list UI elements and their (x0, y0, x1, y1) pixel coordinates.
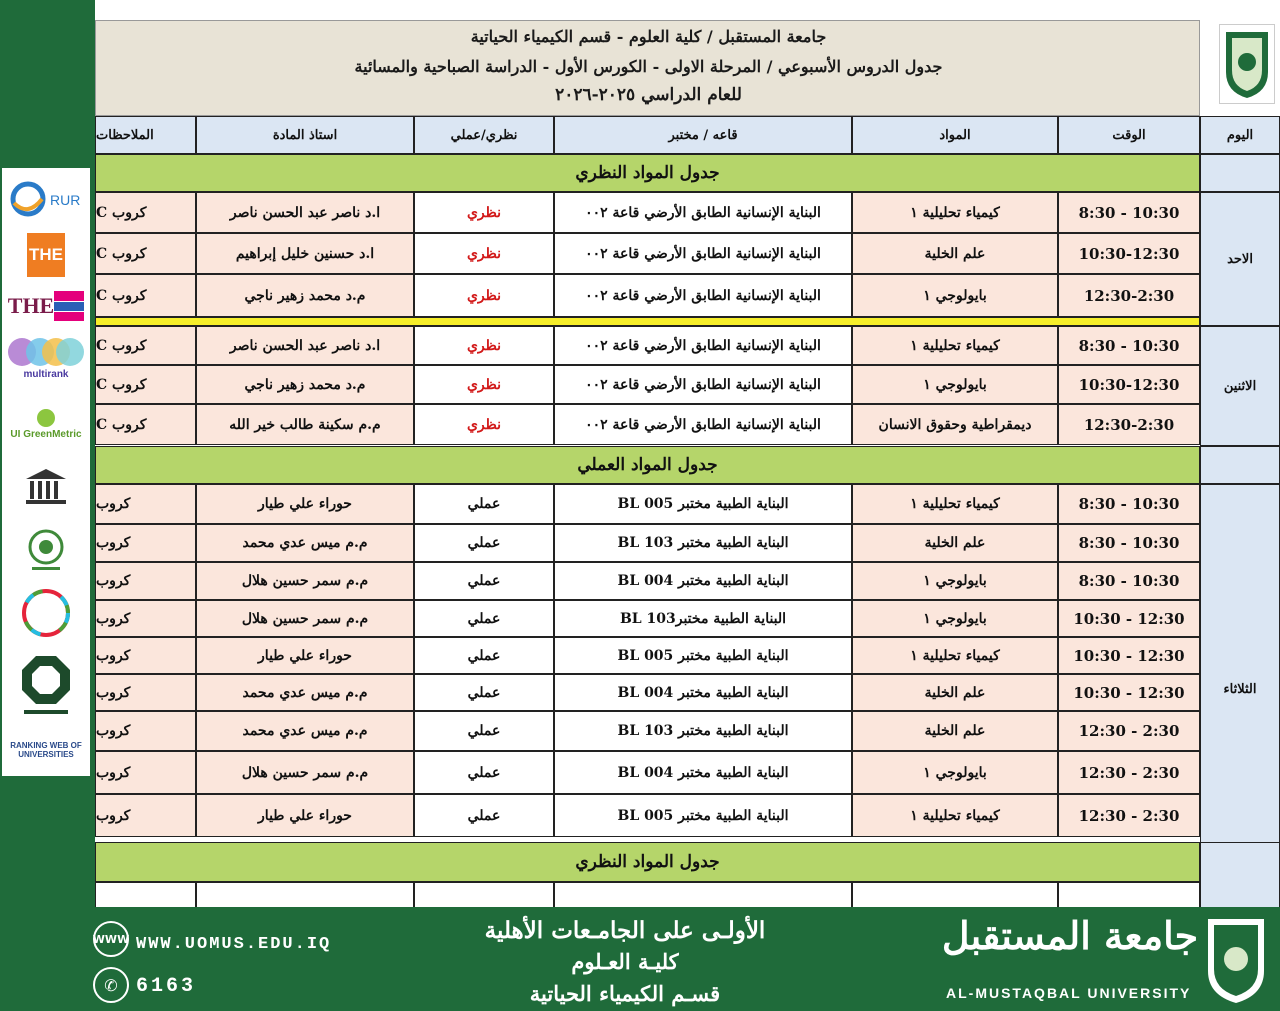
cell-time: 10:30 - 12:30 (1058, 600, 1200, 637)
cell-time: 12:30-2:30 (1058, 274, 1200, 317)
cell-room: البناية الإنسانية الطابق الأرضي قاعة ٠٠٢ (554, 192, 852, 233)
table-row (95, 274, 1200, 317)
cell-subject: علم الخلية (852, 674, 1058, 711)
section-practical-title: جدول المواد العملي (95, 446, 1200, 484)
table-row (95, 751, 1200, 794)
webometrics-badge: RANKING WEB OF UNIVERSITIES (10, 741, 82, 759)
cell-type: نظري (414, 365, 554, 404)
laurel-emblem-icon (24, 525, 68, 577)
cell-notes: كروب (95, 674, 196, 711)
cell-notes: كروب (95, 524, 196, 562)
cell-time: 8:30 - 10:30 (1058, 484, 1200, 524)
cell-notes: كروب (95, 600, 196, 637)
table-row (95, 484, 1200, 524)
cell-room: البناية الطبية مختبر BL 103 (554, 711, 852, 751)
footer-crest (1204, 915, 1268, 1005)
cell-room: البناية الطبية مختبر BL 004 (554, 674, 852, 711)
day-sunday: الاحد (1200, 192, 1280, 326)
cell-notes: كروب (95, 711, 196, 751)
cell-notes: كروب C (95, 326, 196, 365)
cell-teacher: حوراء علي طيار (196, 484, 414, 524)
rur-logo-icon (6, 177, 86, 221)
cell-teacher: م.م سمر حسين هلال (196, 562, 414, 600)
phone-number: 6163 (136, 975, 197, 998)
day-blank (1200, 154, 1280, 192)
cell-type: نظري (414, 404, 554, 445)
impact-stripes-icon (54, 291, 84, 321)
cell-subject: ديمقراطية وحقوق الانسان (852, 404, 1058, 445)
globe-icon: WWW (93, 921, 129, 957)
section-theory-title: جدول المواد النظري (95, 154, 1200, 192)
cell-type: عملي (414, 562, 554, 600)
cell-teacher: م.د محمد زهير ناجي (196, 274, 414, 317)
cell-subject: علم الخلية (852, 233, 1058, 274)
cell-empty (196, 882, 414, 907)
multirank-circles-icon (6, 335, 86, 369)
greenmetric-badge: UI GreenMetric (2, 394, 90, 452)
schedule-header (95, 20, 1200, 116)
multirank-badge: multirank (2, 330, 90, 384)
academic-year: للعام الدراسي ٢٠٢٥-٢٠٢٦ (555, 85, 742, 105)
cell-room: البناية الطبية مختبر BL 005 (554, 637, 852, 674)
cell-subject: بايولوجي ١ (852, 751, 1058, 794)
table-row (95, 233, 1200, 274)
cell-time: 12:30 - 2:30 (1058, 751, 1200, 794)
cell-time: 8:30 - 10:30 (1058, 326, 1200, 365)
yellow-separator (95, 317, 1200, 326)
header-teacher: استاذ المادة (196, 116, 414, 154)
table-row (95, 794, 1200, 837)
day-blank (1200, 446, 1280, 484)
table-row (95, 326, 1200, 365)
cell-subject: كيمياء تحليلية ١ (852, 637, 1058, 674)
sdg-wheel-icon (21, 588, 71, 638)
cell-room: البناية الإنسانية الطابق الأرضي قاعة ٠٠٢ (554, 365, 852, 404)
header-day: اليوم (1200, 116, 1280, 154)
schedule-title: جدول الدروس الأسبوعي / المرحلة الاولى - الكورس الأول - الدراسة الصباحية والمسائية (354, 57, 943, 76)
cell-empty (414, 882, 554, 907)
website-url[interactable]: WWW.UOMUS.EDU.IQ (136, 935, 332, 954)
table-row (95, 562, 1200, 600)
university-crest-icon (1204, 915, 1268, 1005)
cell-time: 10:30 - 12:30 (1058, 637, 1200, 674)
the-badge: THE (2, 230, 90, 280)
leaf-icon (34, 407, 58, 429)
section-theory-title-2: جدول المواد النظري (95, 842, 1200, 882)
table-row-partial (95, 882, 1200, 907)
cell-time: 8:30 - 10:30 (1058, 562, 1200, 600)
cell-subject: بايولوجي ١ (852, 600, 1058, 637)
table-header-row (95, 116, 1200, 154)
cell-empty (1058, 882, 1200, 907)
footer-university-english: AL-MUSTAQBAL UNIVERSITY (946, 985, 1192, 1001)
cell-room: البناية الإنسانية الطابق الأرضي قاعة ٠٠٢ (554, 233, 852, 274)
footer-department: قسـم الكيمياء الحياتية (529, 981, 721, 1006)
table-row (95, 674, 1200, 711)
university-crest-icon (1222, 28, 1272, 100)
table-row (95, 524, 1200, 562)
cell-type: عملي (414, 637, 554, 674)
cell-room: البناية الطبية مختبر BL 004 (554, 751, 852, 794)
table-row (95, 711, 1200, 751)
cell-teacher: م.م ميس عدي محمد (196, 524, 414, 562)
cell-type: عملي (414, 524, 554, 562)
cell-room: البناية الطبية مختبر BL 004 (554, 562, 852, 600)
table-row (95, 192, 1200, 233)
cell-notes: كروب C (95, 274, 196, 317)
institution-badge (2, 462, 90, 510)
cell-subject: علم الخلية (852, 711, 1058, 751)
rur-badge (2, 176, 90, 222)
cell-notes: كروب C (95, 365, 196, 404)
cell-type: عملي (414, 794, 554, 837)
sdg-badge (2, 586, 90, 640)
cell-room: البناية الطبية مختبر BL 005 (554, 484, 852, 524)
cell-subject: كيمياء تحليلية ١ (852, 794, 1058, 837)
cell-empty (554, 882, 852, 907)
columns-building-icon (24, 467, 68, 505)
cell-room: البناية الإنسانية الطابق الأرضي قاعة ٠٠٢ (554, 326, 852, 365)
cell-notes: كروب (95, 484, 196, 524)
footer-slogan: الأولـى على الجامـعات الأهلية (484, 917, 766, 944)
cell-time: 10:30 - 12:30 (1058, 674, 1200, 711)
cell-time: 10:30-12:30 (1058, 365, 1200, 404)
cell-time: 8:30 - 10:30 (1058, 192, 1200, 233)
arab-engineers-badge (2, 650, 90, 720)
cell-notes: كروب C (95, 192, 196, 233)
cell-notes: كروب C (95, 233, 196, 274)
cell-teacher: ا.د ناصر عبد الحسن ناصر (196, 326, 414, 365)
cell-room: البناية الطبية مختبرBL 103 (554, 600, 852, 637)
cell-subject: كيمياء تحليلية ١ (852, 326, 1058, 365)
header-notes: الملاحظات (95, 116, 196, 154)
cell-notes: كروب (95, 794, 196, 837)
header-room: قاعه / مختبر (554, 116, 852, 154)
day-blank (1200, 842, 1280, 907)
svg-text:RUR: RUR (50, 192, 81, 208)
table-row (95, 637, 1200, 674)
cell-teacher: ا.د حسنين خليل إبراهيم (196, 233, 414, 274)
cell-subject: علم الخلية (852, 524, 1058, 562)
schedule-page (95, 0, 1280, 907)
cell-room: البناية الطبية مختبر BL 103 (554, 524, 852, 562)
cell-type: نظري (414, 274, 554, 317)
header-time: الوقت (1058, 116, 1200, 154)
cell-type: نظري (414, 192, 554, 233)
octagon-emblem-icon (18, 652, 74, 718)
cell-subject: كيمياء تحليلية ١ (852, 484, 1058, 524)
footer-university-arabic: جامعة المستقبل (941, 913, 1199, 958)
cell-room: البناية الإنسانية الطابق الأرضي قاعة ٠٠٢ (554, 274, 852, 317)
cell-notes: كروب (95, 637, 196, 674)
cell-empty (95, 882, 196, 907)
university-college-title: جامعة المستقبل / كلية العلوم - قسم الكيمياء الحياتية (470, 27, 827, 46)
cell-type: عملي (414, 600, 554, 637)
cell-room: البناية الإنسانية الطابق الأرضي قاعة ٠٠٢ (554, 404, 852, 445)
footer-college: كليـة العـلوم (571, 949, 679, 974)
cell-type: عملي (414, 751, 554, 794)
cell-time: 10:30-12:30 (1058, 233, 1200, 274)
cell-notes: كروب (95, 751, 196, 794)
cell-teacher: ا.د ناصر عبد الحسن ناصر (196, 192, 414, 233)
table-row (95, 365, 1200, 404)
day-monday: الاثنين (1200, 326, 1280, 446)
cell-teacher: م.م ميس عدي محمد (196, 711, 414, 751)
cell-subject: كيمياء تحليلية ١ (852, 192, 1058, 233)
cell-time: 12:30 - 2:30 (1058, 711, 1200, 751)
cell-type: نظري (414, 326, 554, 365)
cell-teacher: م.م سمر حسين هلال (196, 751, 414, 794)
cell-type: عملي (414, 711, 554, 751)
cell-teacher: حوراء علي طيار (196, 794, 414, 837)
cell-subject: بايولوجي ١ (852, 365, 1058, 404)
cell-teacher: م.م ميس عدي محمد (196, 674, 414, 711)
cell-notes: كروب C (95, 404, 196, 445)
cell-type: عملي (414, 674, 554, 711)
cell-teacher: م.م سكينة طالب خير الله (196, 404, 414, 445)
cell-type: عملي (414, 484, 554, 524)
cell-subject: بايولوجي ١ (852, 274, 1058, 317)
cell-subject: بايولوجي ١ (852, 562, 1058, 600)
cell-empty (852, 882, 1058, 907)
header-type: نظري/عملي (414, 116, 554, 154)
cell-time: 12:30-2:30 (1058, 404, 1200, 445)
header-subject: المواد (852, 116, 1058, 154)
phone-icon: ✆ (93, 967, 129, 1003)
cell-time: 8:30 - 10:30 (1058, 524, 1200, 562)
footer-banner (0, 907, 1280, 1011)
cell-notes: كروب (95, 562, 196, 600)
table-row (95, 404, 1200, 445)
university-logo (1219, 24, 1275, 104)
table-row (95, 600, 1200, 637)
cell-room: البناية الطبية مختبر BL 005 (554, 794, 852, 837)
arab-universities-badge (2, 522, 90, 580)
the-impact-badge: THE (2, 286, 90, 326)
ranking-badges (2, 168, 90, 776)
cell-time: 12:30 - 2:30 (1058, 794, 1200, 837)
cell-teacher: م.م سمر حسين هلال (196, 600, 414, 637)
cell-teacher: م.د محمد زهير ناجي (196, 365, 414, 404)
cell-teacher: حوراء علي طيار (196, 637, 414, 674)
day-tuesday: الثلاثاء (1200, 484, 1280, 894)
cell-type: نظري (414, 233, 554, 274)
